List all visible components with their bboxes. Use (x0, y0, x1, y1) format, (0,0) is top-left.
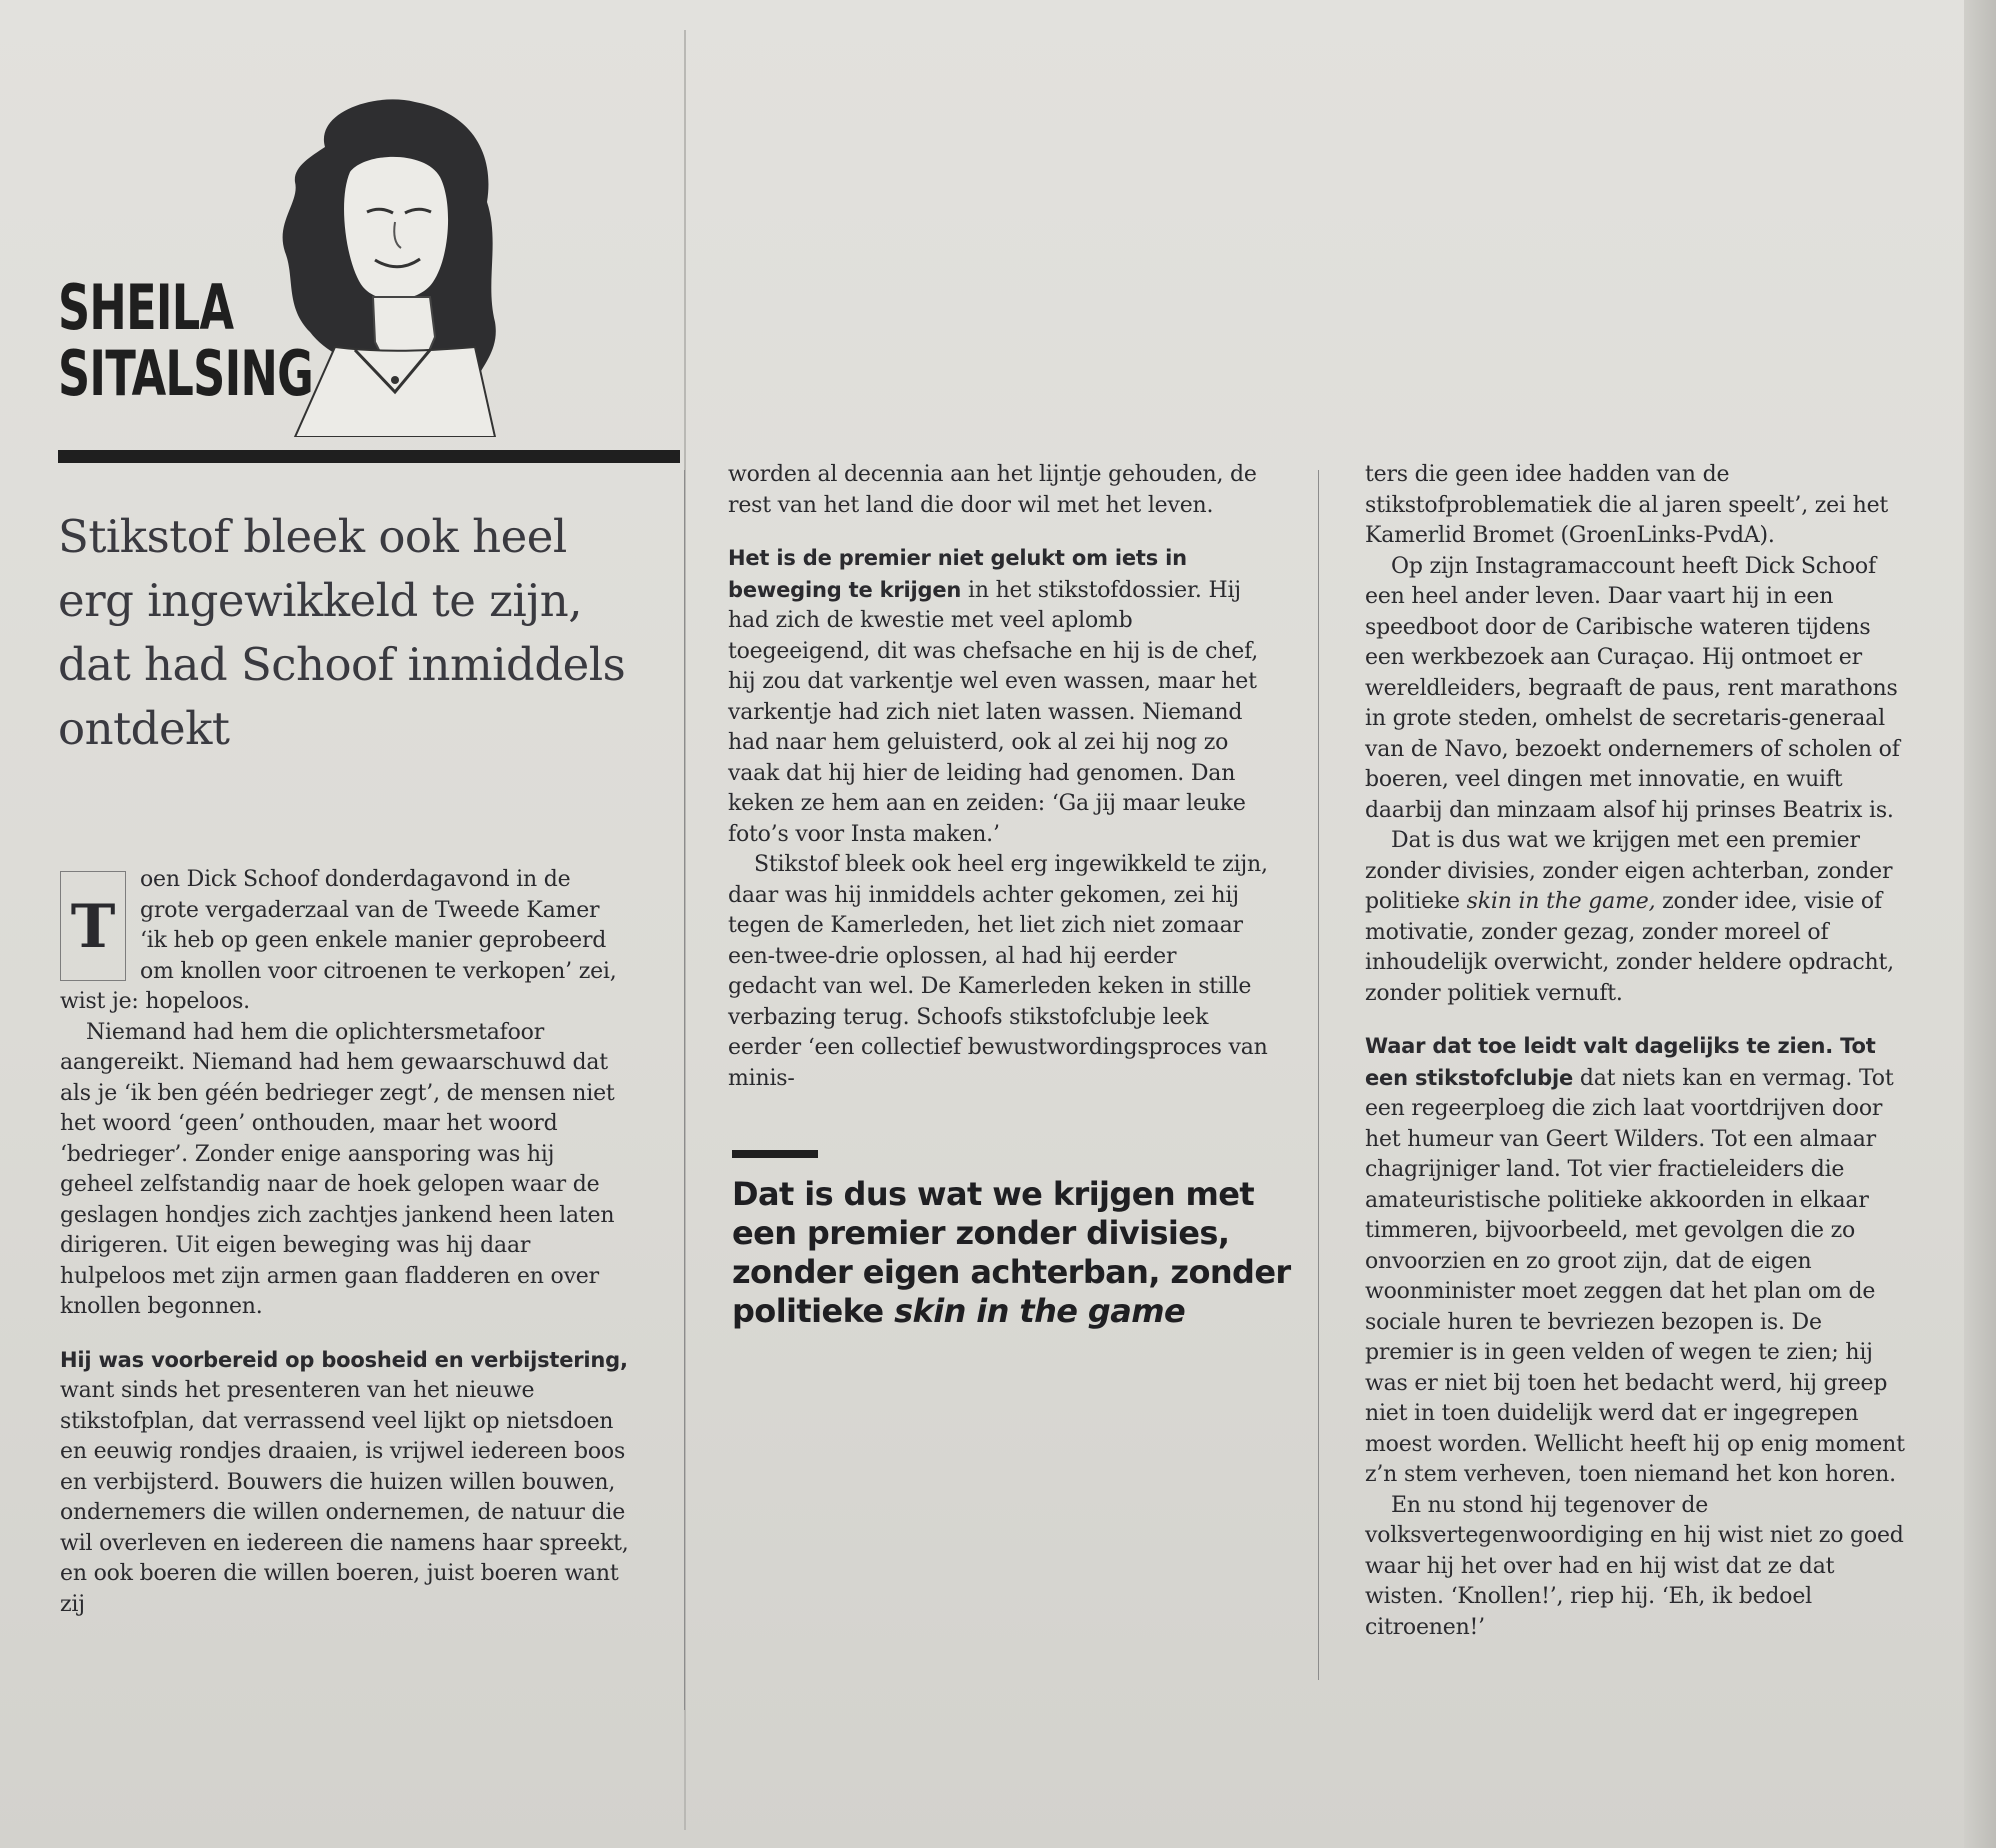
paragraph-1: oen Dick Schoof donderdagavond in de grote vergaderzaal van de Tweede Kamer ‘ik heb op geen enkele manier geprobeerd om knollen voor citroenen te verkopen’ zei, wist je: hopeloos. (60, 867, 617, 1014)
paragraph-9-italic: skin in the game, (1466, 889, 1656, 914)
columnist-portrait-illustration (255, 92, 530, 437)
pullquote-italic: skin in the game (894, 1292, 1186, 1330)
column-divider-1 (684, 470, 685, 1710)
column-3 (1365, 460, 1913, 1643)
author-last-name: SITALSING (58, 337, 314, 410)
pullquote-text: Dat is dus wat we krijgen met een premier zonder divisies, zonder eigen achterban, zonder politieke (732, 1175, 1291, 1330)
paragraph-10-lead: Waar dat toe leidt valt dagelijks te zien. Tot een stikstofclubje (1365, 1034, 1876, 1090)
paragraph-3-lead: Hij was voorbereid op boosheid en verbijstering, (60, 1347, 628, 1372)
drop-cap: T (60, 871, 126, 981)
paragraph-2: Niemand had hem die oplichtersmetafoor aangereikt. Niemand had hem gewaarschuwd dat als je ‘ik ben géén bedrieger zegt’, de mensen niet het woord ‘geen’ onthouden, maar het woord ‘bedrieger’. Zonder enige aansporing was hij geheel zelfstandig naar de hoek gelopen waar de geslagen hondjes zich zachtjes jankend heen laten dirigeren. Uit eigen beweging was hij daar hulpeloos met zijn armen gaan fladderen en over knollen begonnen. (60, 1019, 615, 1319)
paragraph-8: Op zijn Instagramaccount heeft Dick Schoof een heel ander leven. Daar vaart hij in een speedboot door de Caribische wateren tijdens een werkbezoek aan Curaçao. Hij ontmoet er wereldleiders, begraaft de paus, rent marathons in grote steden, omhelst de secretaris-generaal van de Navo, bezoekt ondernemers of scholen of boeren, veel dingen met innovatie, en wuift daarbij dan minzaam alsof hij prinses Beatrix is. (1365, 553, 1900, 823)
pullquote-rule (732, 1150, 818, 1158)
paragraph-3: want sinds het presenteren van het nieuwe stikstofplan, dat verrassend veel lijkt op nietsdoen en eeuwig rondjes draaien, is vrijwel iedereen boos en verbijsterd. Bouwers die huizen willen bouwen, ondernemers die willen ondernemen, de natuur die wil overleven en iedereen die namens haar spreekt, en ook boeren die willen boeren, juist boeren want zij (60, 1378, 629, 1617)
paragraph-5: in het stikstofdossier. Hij had zich de kwestie met veel aplomb toegeeigend, dit was chefsache en hij is de chef, hij zou dat varkentje wel even wassen, maar het varkentje had zich niet laten wassen. Niemand had naar hem geluisterd, ook al zei hij nog zo vaak dat hij hier de leiding had genomen. Dan keken ze hem aan en zeiden: ‘Ga jij maar leuke foto’s voor Insta maken.’ (728, 577, 1259, 847)
column-2 (728, 460, 1268, 1094)
paragraph-7: ters die geen idee hadden van de stikstofproblematiek die al jaren speelt’, zei het Kamerlid Bromet (GroenLinks-PvdA). (1365, 462, 1889, 548)
paragraph-11: En nu stond hij tegenover de volksvertegenwoordiging en hij wist niet zo goed waar hij het over had en hij wist dat ze dat wisten. ‘Knollen!’, riep hij. ‘Eh, ik bedoel citroenen!’ (1365, 1492, 1904, 1640)
pullquote (732, 1175, 1292, 1331)
column-divider-2 (1318, 470, 1319, 1680)
author-first-name: SHEILA (58, 271, 234, 344)
paragraph-9a: Dat is dus wat we krijgen met een premier zonder divisies, zonder eigen achterban, zonder politieke (1365, 828, 1893, 914)
header-rule (58, 450, 680, 463)
column-1 (60, 865, 632, 1620)
paragraph-10: dat niets kan en vermag. Tot een regeerploeg die zich laat voortdrijven door het humeur van Geert Wilders. Tot een almaar chagrijniger land. Tot vier fractieleiders die amateuristische politieke akkoorden in elkaar timmeren, bijvoorbeeld, met gevolgen die zo onvoorzien en zo groot zijn, dat de eigen woonminister moet zeggen dat het plan om de sociale huren te bevriezen bezopen is. De premier is in geen velden of wegen te zien; hij was er niet bij toen het bedacht werd, hij greep niet in toen duidelijk werd dat er ingegrepen moest worden. Wellicht heeft hij op enig moment z’n stem verheven, toen niemand het kon horen. (1365, 1065, 1905, 1487)
headline: Stikstof bleek ook heel erg ingewikkeld te zijn, dat had Schoof inmiddels ontdekt (58, 510, 626, 755)
page-edge (1964, 0, 1996, 1848)
paragraph-5-lead: Het is de premier niet gelukt om iets in beweging te krijgen (728, 546, 1187, 602)
paragraph-6: Stikstof bleek ook heel erg ingewikkeld te zijn, daar was hij inmiddels achter gekomen, zei hij tegen de Kamerleden, het liet zich niet zomaar een-twee-drie oplossen, al had hij eerder gedacht van wel. De Kamerleden keken in stille verbazing terug. Schoofs stikstofclubje leek eerder ‘een collectief bewustwordingsproces van minis- (728, 852, 1268, 1091)
paragraph-4: worden al decennia aan het lijntje gehouden, de rest van het land die door wil met het leven. (728, 462, 1257, 518)
paragraph-9b: zonder idee, visie of motivatie, zonder gezag, zonder moreel of inhoudelijk overwicht, zonder heldere opdracht, zonder politiek vernuft. (1365, 889, 1894, 1006)
